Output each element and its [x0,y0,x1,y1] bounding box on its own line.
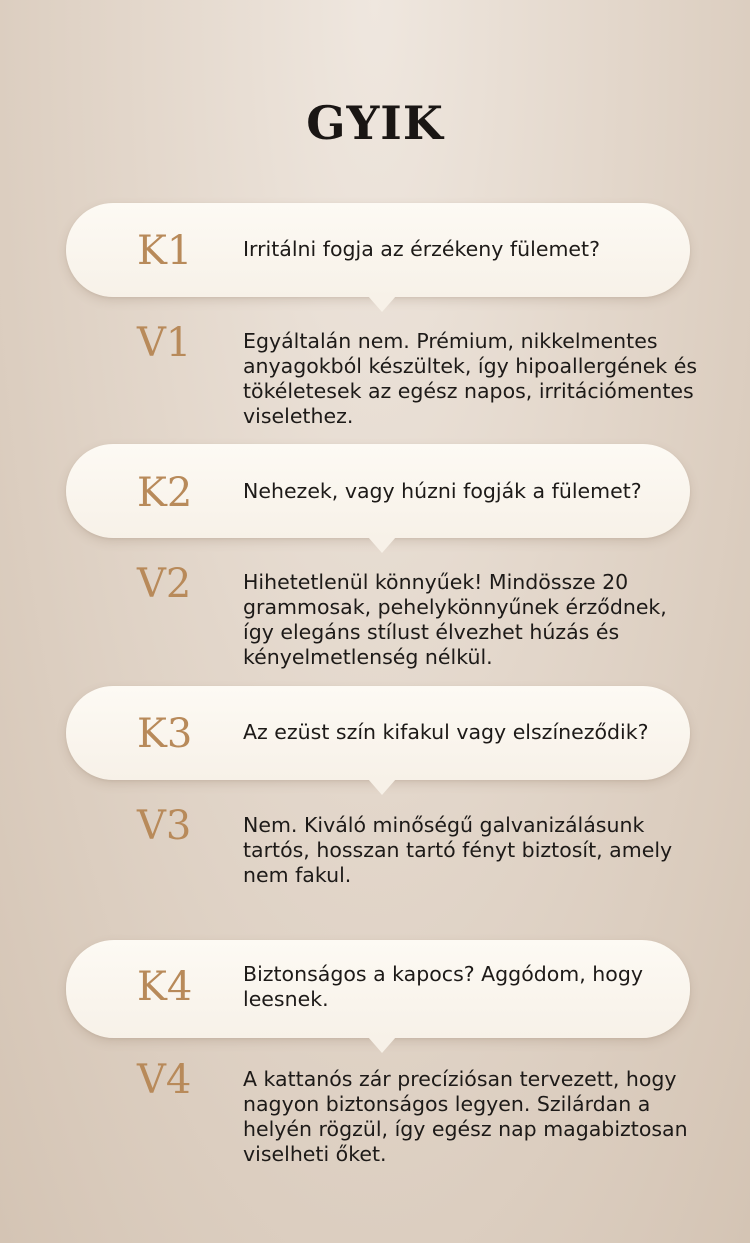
question-text: Biztonságos a kapocs? Aggódom, hogy leesnek. [243,962,643,1011]
page-title: GYIK [306,96,444,150]
answer-label: V2 [137,561,192,607]
answer-text: Hihetetlenül könnyűek! Mindössze 20 grammosak, pehelykönnyűnek érződnek, így elegáns stílust élvezhet húzás és kényelmetlenség nélkül. [243,570,667,669]
answer-text: A kattanós zár precíziósan tervezett, hogy nagyon biztonságos legyen. Szilárdan a helyén rögzül, így egész nap magabiztosan viselheti őket. [243,1067,688,1166]
question-label: K3 [137,711,193,757]
question-label: K2 [137,470,193,516]
question-label: K4 [137,964,193,1010]
answer-label: V1 [137,320,192,366]
question-text: Az ezüst szín kifakul vagy elszíneződik? [243,720,649,744]
answer-label: V4 [137,1057,192,1103]
answer-text: Egyáltalán nem. Prémium, nikkelmentes anyagokból készültek, így hipoallergének és tökéletesek az egész napos, irritációmentes viselethez. [243,329,698,428]
question-label: K1 [137,228,193,274]
question-text: Nehezek, vagy húzni fogják a fülemet? [243,479,642,503]
answer-text: Nem. Kiváló minőségű galvanizálásunk tartós, hosszan tartó fényt biztosít, amely nem fakul. [243,813,673,887]
question-text: Irritálni fogja az érzékeny fülemet? [243,237,600,261]
answer-label: V3 [137,803,192,849]
